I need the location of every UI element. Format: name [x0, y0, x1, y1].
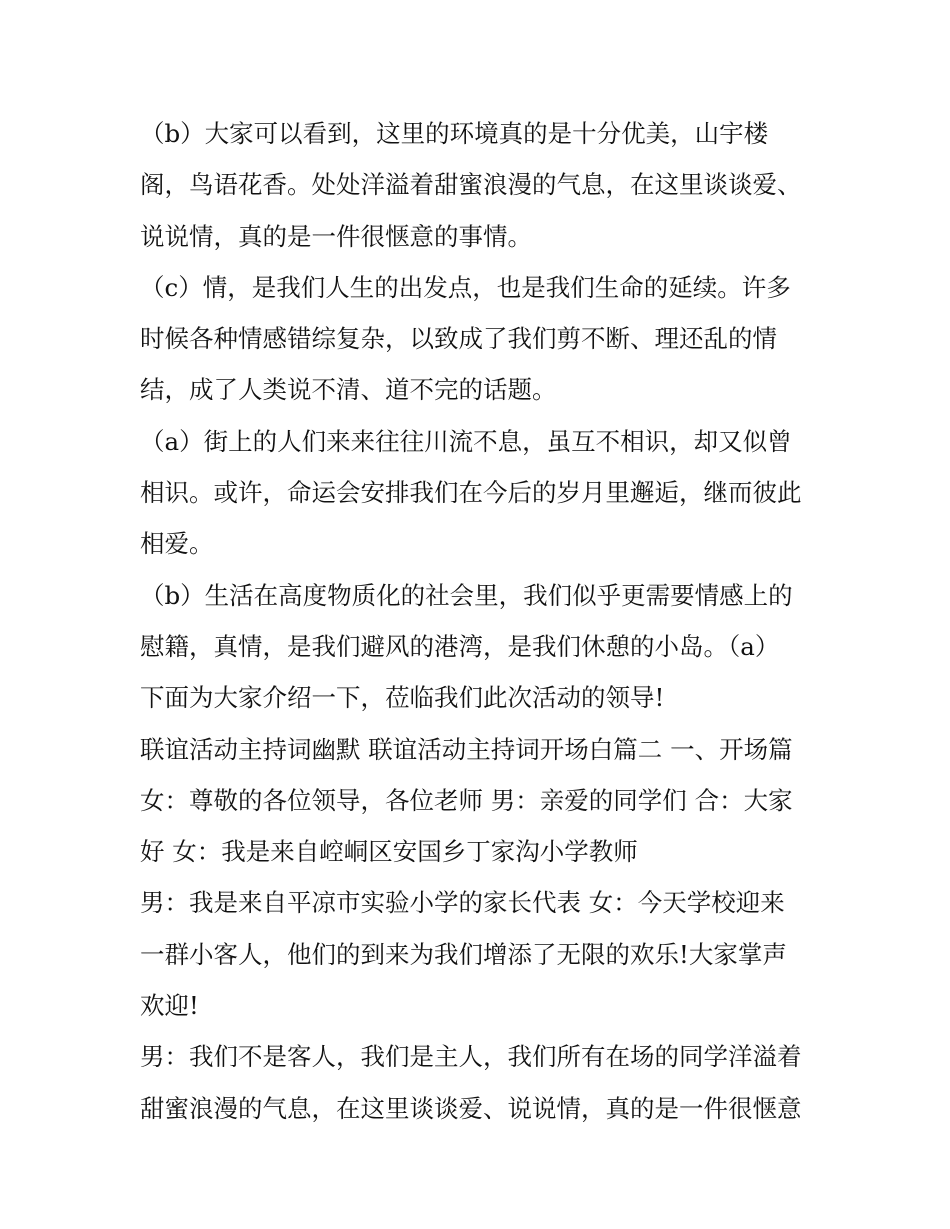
text-line: 好 女：我是来自崆峒区安国乡丁家沟小学教师: [140, 837, 638, 867]
text-line: 慰籍，真情，是我们避风的港湾，是我们休憩的小岛。（a）: [140, 631, 780, 661]
text-line: 下面为大家介绍一下，莅临我们此次活动的领导!: [140, 683, 665, 713]
text-line: 男：我是来自平凉市实验小学的家长代表 女：今天学校迎来: [140, 888, 785, 918]
text-line: 结，成了人类说不清、道不完的话题。: [140, 375, 557, 405]
text-line: 相识。或许，命运会安排我们在今后的岁月里邂逅，继而彼此: [140, 478, 802, 508]
text-line: （a）街上的人们来来往往川流不息，虽互不相识，却又似曾: [140, 426, 792, 456]
text-line: （b）大家可以看到，这里的环境真的是十分优美，山宇楼: [140, 119, 769, 148]
text-line: 相爱。: [140, 529, 214, 559]
text-line: 欢迎!: [140, 991, 199, 1021]
text-line: 说说情，真的是一件很惬意的事情。: [140, 221, 532, 251]
text-line: 联谊活动主持词幽默 联谊活动主持词开场白篇二 一、开场篇: [140, 734, 793, 764]
text-line: 男：我们不是客人，我们是主人，我们所有在场的同学洋溢着: [140, 1042, 802, 1072]
document-body: [140, 108, 820, 1134]
text-line: 女：尊敬的各位领导，各位老师 男：亲爱的同学们 合：大家: [140, 785, 793, 815]
text-line: 甜蜜浪漫的气息，在这里谈谈爱、说说情，真的是一件很惬意: [140, 1093, 802, 1123]
text-line: （b）生活在高度物质化的社会里，我们似乎更需要情感上的: [140, 580, 793, 610]
text-line: 一群小客人，他们的到来为我们增添了无限的欢乐!大家掌声: [140, 939, 787, 969]
text-line: 时候各种情感错综复杂，以致成了我们剪不断、理还乱的情: [140, 324, 777, 354]
text-line: 阁，鸟语花香。处处洋溢着甜蜜浪漫的气息，在这里谈谈爱、: [140, 170, 802, 200]
text-line: （c）情，是我们人生的出发点，也是我们生命的延续。许多: [140, 272, 791, 302]
